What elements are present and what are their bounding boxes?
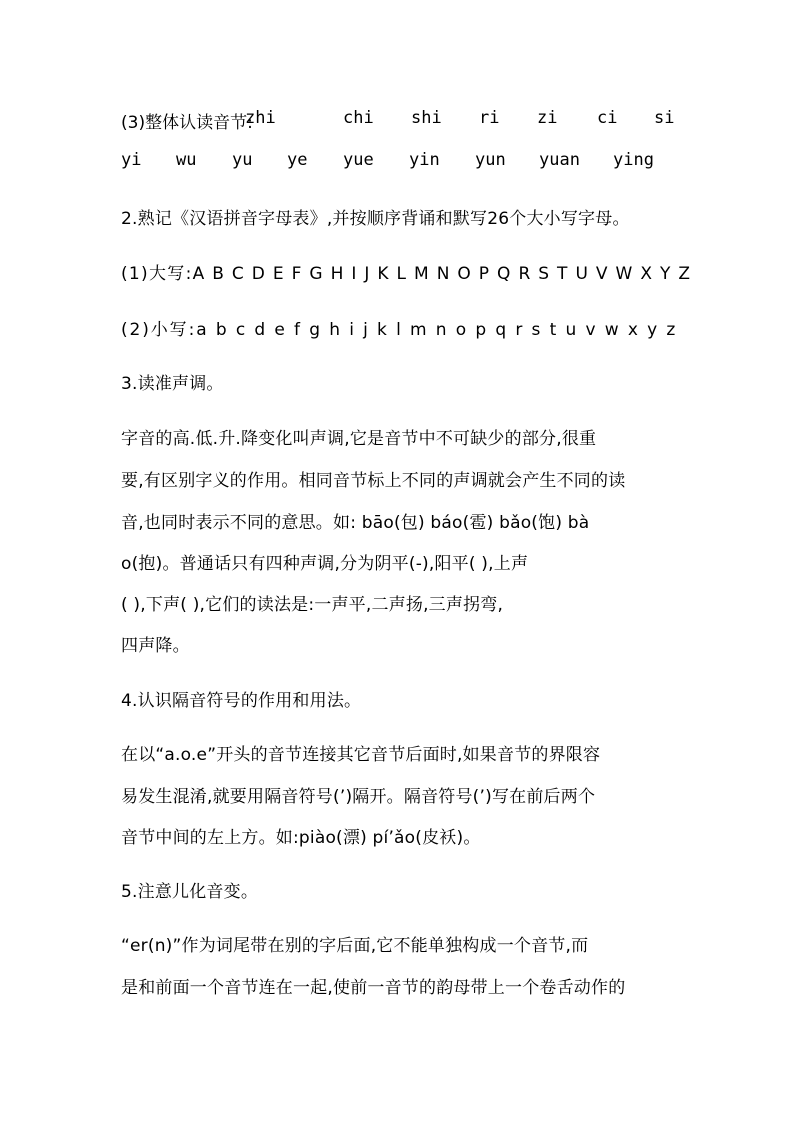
syllable: ying bbox=[613, 150, 654, 170]
item5-title: 5.注意儿化音变。 bbox=[121, 882, 259, 902]
syllable: chi bbox=[343, 108, 374, 128]
item3-line: o(抱)。普通话只有四种声调,分为阴平(-),阳平( ),上声 bbox=[121, 554, 529, 574]
syllable: ye bbox=[287, 150, 308, 170]
syllable: yue bbox=[343, 150, 374, 170]
item3-line: 要,有区别字义的作用。相同音节标上不同的声调就会产生不同的读 bbox=[121, 471, 626, 491]
item3-line: 四声降。 bbox=[121, 636, 190, 656]
syllable: yu bbox=[232, 150, 253, 170]
item3-line: ( ),下声( ),它们的读法是:一声平,二声扬,三声拐弯, bbox=[121, 595, 504, 615]
lowercase-alphabet: (2)小写:a b c d e f g h i j k l m n o p q r s t u v w x y z bbox=[121, 320, 678, 340]
item4-line: 易发生混淆,就要用隔音符号(’)隔开。隔音符号(’)写在前后两个 bbox=[121, 787, 596, 807]
item4-line: 在以“a.o.e”开头的音节连接其它音节后面时,如果音节的界限容 bbox=[121, 745, 601, 765]
item2-title: 2.熟记《汉语拼音字母表》,并按顺序背诵和默写26个大小写字母。 bbox=[121, 209, 630, 229]
syllable-row-2 bbox=[121, 150, 676, 174]
syllable: zhi bbox=[245, 108, 276, 128]
item3-line: 音,也同时表示不同的意思。如: bāo(包) báo(雹) bǎo(饱) bà bbox=[121, 513, 590, 533]
uppercase-alphabet: (1)大写:A B C D E F G H I J K L M N O P Q R S T U V W X Y Z bbox=[121, 264, 692, 284]
item5-line: “er(n)”作为词尾带在别的字后面,它不能单独构成一个音节,而 bbox=[121, 936, 589, 956]
syllable: ci bbox=[597, 108, 618, 128]
item3-title: 3.读准声调。 bbox=[121, 374, 224, 394]
syllable: shi bbox=[411, 108, 442, 128]
section3-prefix: (3)整体认读音节: bbox=[121, 113, 253, 133]
item4-line: 音节中间的左上方。如:piào(漂) pí’ǎo(皮袄)。 bbox=[121, 828, 481, 848]
syllable: si bbox=[654, 108, 675, 128]
syllable: ri bbox=[479, 108, 500, 128]
syllable: yin bbox=[409, 150, 440, 170]
syllable: yun bbox=[475, 150, 506, 170]
syllable: yuan bbox=[539, 150, 580, 170]
item3-line: 字音的高.低.升.降变化叫声调,它是音节中不可缺少的部分,很重 bbox=[121, 429, 597, 449]
syllable-row-1 bbox=[121, 108, 676, 132]
syllable: yi bbox=[121, 150, 142, 170]
syllable: zi bbox=[537, 108, 558, 128]
item4-title: 4.认识隔音符号的作用和用法。 bbox=[121, 691, 362, 711]
syllable: wu bbox=[176, 150, 197, 170]
item5-line: 是和前面一个音节连在一起,使前一音节的韵母带上一个卷舌动作的 bbox=[121, 978, 626, 998]
